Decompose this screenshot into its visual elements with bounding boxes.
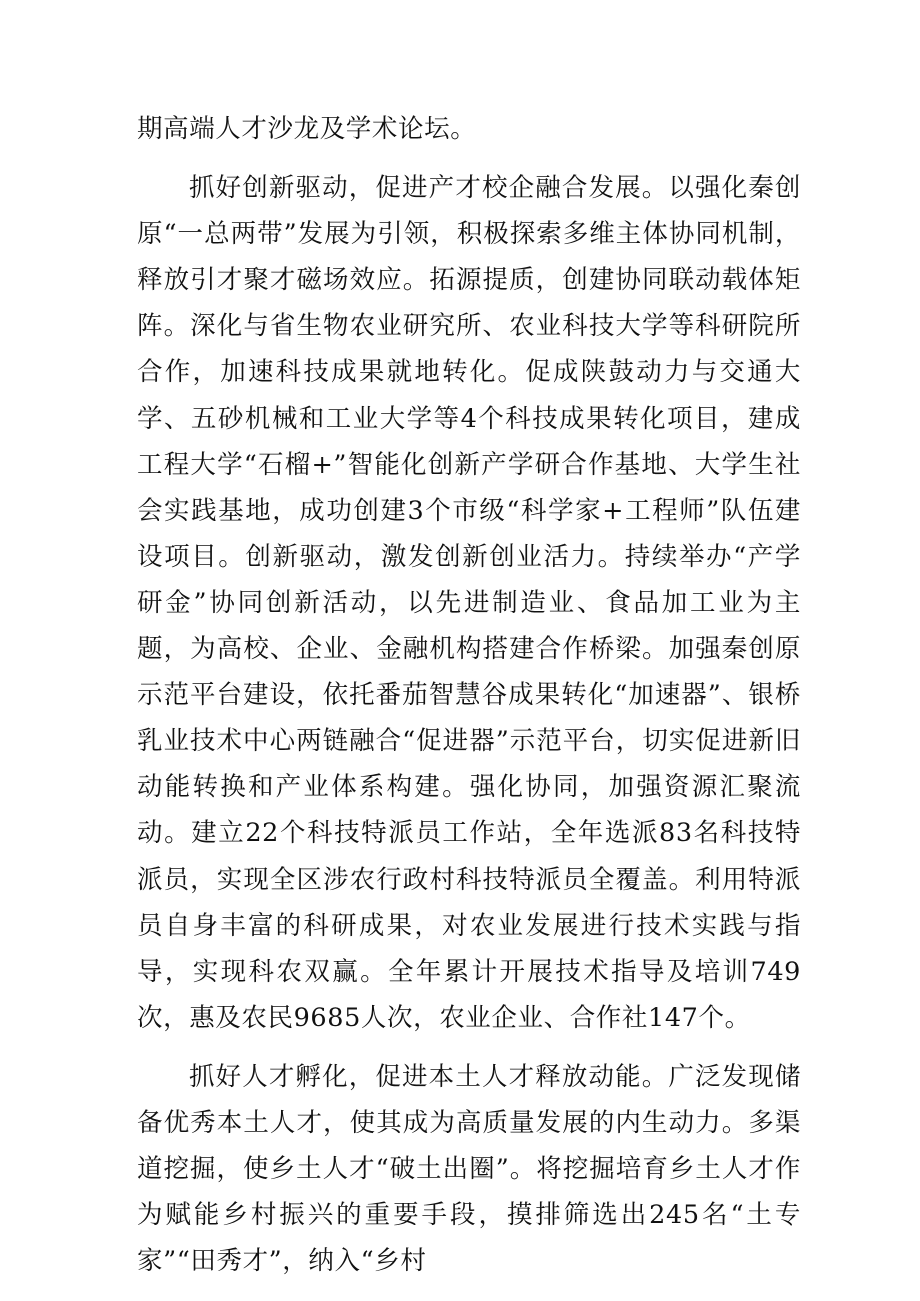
paragraph-innovation-driven: 抓好创新驱动，促进产才校企融合发展。以强化秦创原“一总两带”发展为引领，积极探索多维主体协同机制，释放引才聚才磁场效应。拓源提质，创建协同联动载体矩阵。深化与省生物农业研究所、农业科技大学等科研院所合作，加速科技成果就地转化。促成陕鼓动力与交通大学、五砂机械和工业大学等4个科技成果转化项目，建成工程大学“石榴+”智能化创新产学研合作基地、大学生社会实践基地，成功创建3个市级“科学家+工程师”队伍建设项目。创新驱动，激发创新创业活力。持续举办“产学研金”协同创新活动，以先进制造业、食品加工业为主题，为高校、企业、金融机构搭建合作桥梁。加强秦创原示范平台建设，依托番茄智慧谷成果转化“加速器”、银桥乳业技术中心两链融合“促进器”示范平台，切实促进新旧动能转换和产业体系构建。强化协同，加强资源汇聚流动。建立22个科技特派员工作站，全年选派83名科技特派员，实现全区涉农行政村科技特派员全覆盖。利用特派员自身丰富的科研成果，对农业发展进行技术实践与指导，实现科农双赢。全年累计开展技术指导及培训749次，惠及农民9685人次，农业企业、合作社147个。 [137,173,801,1033]
paragraph-continuation: 期高端人才沙龙及学术论坛。 [137,114,477,144]
document-body [137,106,801,1284]
paragraph-talent-incubation: 抓好人才孵化，促进本土人才释放动能。广泛发现储备优秀本土人才，使其成为高质量发展的内生动力。多渠道挖掘，使乡土人才“破土出圈”。将挖掘培育乡土人才作为赋能乡村振兴的重要手段，摸排筛选出245名“土专家”“田秀才”，纳入“乡村 [137,1061,801,1277]
